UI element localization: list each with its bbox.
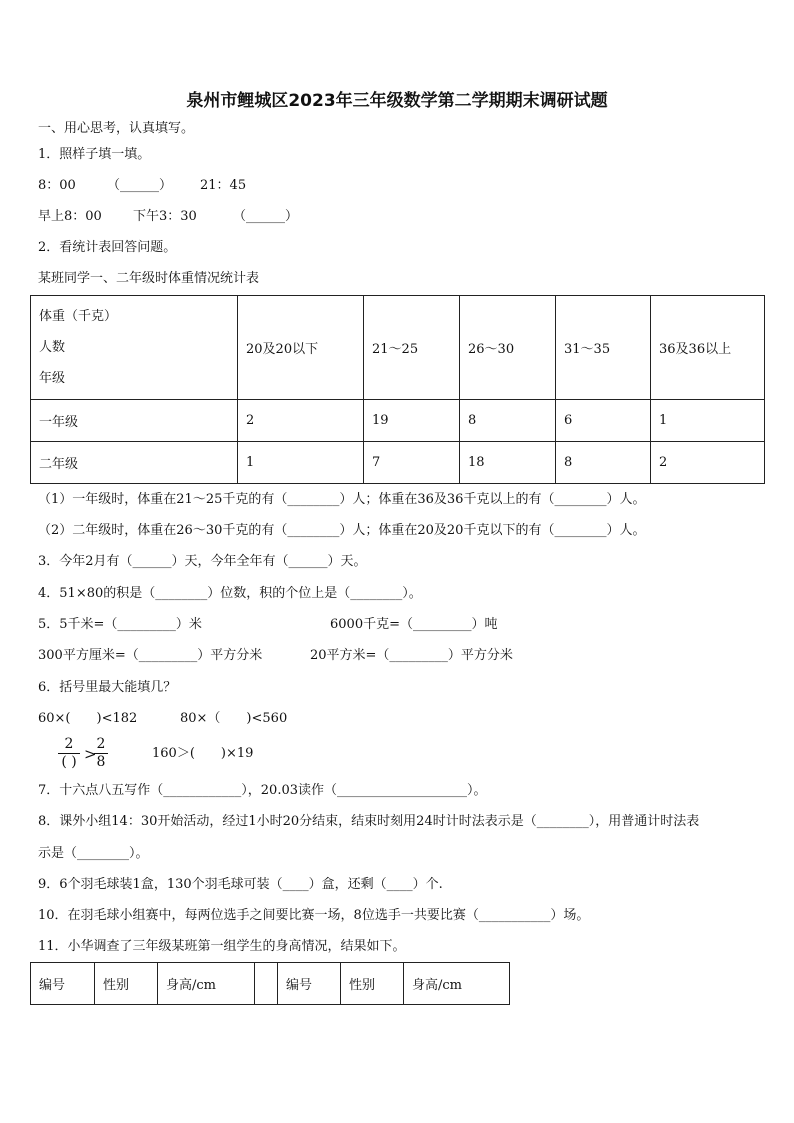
question-6-part-b: 80×（ )<560 [180, 711, 288, 726]
question-5-part-a: 5．5千米=（_________）米 [38, 617, 202, 632]
fraction-denominator-blank[interactable]: ( ) [61, 754, 77, 770]
column-header: 性别 [341, 963, 404, 1005]
table-cell: 2 [651, 442, 765, 484]
table-cell: 8 [556, 442, 651, 484]
column-header: 性别 [95, 963, 158, 1005]
question-6-part-a: 60×( )<182 [38, 711, 138, 726]
table-row [31, 400, 765, 442]
header-grade-label: 年级 [39, 371, 66, 386]
table-header-diagonal-cell [31, 296, 238, 400]
column-header: 20及20以下 [238, 296, 364, 400]
row-label: 二年级 [31, 442, 238, 484]
fraction-numerator: 2 [96, 736, 106, 752]
table-cell: 2 [238, 400, 364, 442]
question-9-text: 9．6个羽毛球装1盒，130个羽毛球可装（____）盒，还剩（____）个. [38, 877, 443, 892]
question-4-text: 4．51×80的积是（________）位数，积的个位上是（________）。 [38, 586, 422, 601]
q1-answer-blank-1[interactable]: （______） [107, 178, 173, 193]
question-10-text: 10．在羽毛球小组赛中，每两位选手之间要比赛一场，8位选手一共要比赛（___________）场。 [38, 908, 590, 923]
column-header: 36及36以上 [651, 296, 765, 400]
q1-time-24h: 21：45 [200, 178, 247, 193]
q1-time-morning: 早上8：00 [38, 209, 102, 224]
fraction-denominator: 8 [96, 754, 106, 770]
column-header: 身高/cm [404, 963, 510, 1005]
table-cell: 6 [556, 400, 651, 442]
table-cell: 1 [651, 400, 765, 442]
table-row [31, 442, 765, 484]
question-7-text: 7．十六点八五写作（____________），20.03读作（____________________）。 [38, 783, 487, 798]
table-cell: 7 [364, 442, 460, 484]
height-survey-table [30, 962, 510, 1005]
column-header: 31～35 [556, 296, 651, 400]
question-1-text: 1．照样子填一填。 [38, 147, 151, 162]
separator-cell [255, 963, 278, 1005]
table-cell: 1 [238, 442, 364, 484]
column-header: 编号 [31, 963, 95, 1005]
weight-statistics-table [30, 295, 765, 484]
question-2-sub-2: （2）二年级时，体重在26～30千克的有（________）人；体重在20及20千克以下的有（________）人。 [38, 523, 646, 538]
table-cell: 19 [364, 400, 460, 442]
question-2-text: 2．看统计表回答问题。 [38, 240, 177, 255]
row-label: 一年级 [31, 400, 238, 442]
question-3-text: 3．今年2月有（______）天，今年全年有（______）天。 [38, 554, 367, 569]
table-cell: 8 [460, 400, 556, 442]
column-header: 编号 [278, 963, 341, 1005]
question-2-sub-1: （1）一年级时，体重在21～25千克的有（________）人；体重在36及36千克以上的有（________）人。 [38, 492, 646, 507]
table-cell: 18 [460, 442, 556, 484]
question-5-part-c: 300平方厘米=（_________）平方分米 [38, 648, 263, 663]
fraction-blank-denominator [58, 737, 80, 770]
question-6-text: 6．括号里最大能填几？ [38, 680, 177, 695]
question-8-line-2: 示是（________）。 [38, 846, 149, 861]
fraction-two-eighths [94, 737, 108, 770]
section-heading: 一、用心思考，认真填写。 [38, 121, 195, 136]
table-caption: 某班同学一、二年级时体重情况统计表 [38, 271, 260, 286]
header-weight-label: 体重（千克） [39, 309, 118, 324]
question-5-part-d: 20平方米=（_________）平方分米 [310, 648, 513, 663]
question-5-part-b: 6000千克=（_________）吨 [330, 617, 498, 632]
column-header: 身高/cm [158, 963, 255, 1005]
column-header: 21～25 [364, 296, 460, 400]
question-11-text: 11．小华调查了三年级某班第一组学生的身高情况，结果如下。 [38, 939, 406, 954]
header-count-label: 人数 [39, 340, 66, 355]
q1-answer-blank-2[interactable]: （______） [233, 209, 299, 224]
question-6-part-c: 160＞( )×19 [152, 746, 254, 761]
column-header: 26～30 [460, 296, 556, 400]
fraction-numerator: 2 [64, 736, 74, 752]
question-8-line-1: 8．课外小组14：30开始活动，经过1小时20分结束，结束时刻用24时计时法表示是（________），用普通计时法表 [38, 814, 700, 829]
page-title: 泉州市鲤城区2023年三年级数学第二学期期末调研试题 [186, 91, 608, 111]
greater-than-sign: > [84, 745, 97, 763]
q1-time-afternoon: 下午3：30 [133, 209, 197, 224]
q1-time-example: 8：00 [38, 178, 76, 193]
